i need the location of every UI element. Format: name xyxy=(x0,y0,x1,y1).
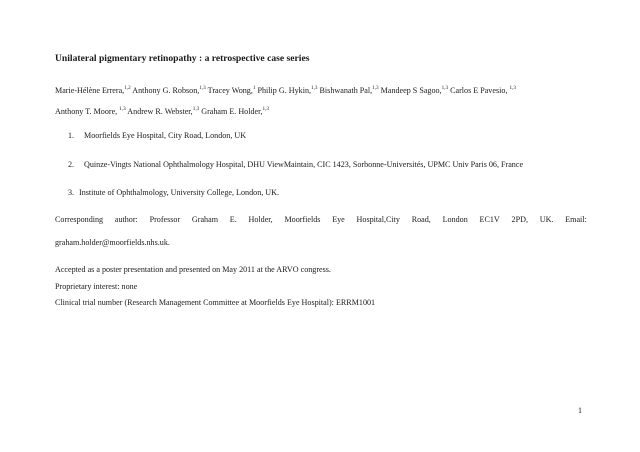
author-affiliation-marker: 1,3 xyxy=(372,85,379,91)
author-name: Andrew R. Webster, xyxy=(127,107,193,116)
clinical-trial-number: Clinical trial number (Research Management Committee at Moorfields Eye Hospital): ERRM1001 xyxy=(55,298,376,307)
proprietary-interest: Proprietary interest: none xyxy=(55,282,138,291)
affiliation-text: Moorfields Eye Hospital, City Road, London, UK xyxy=(84,131,247,140)
author-name: Carlos E Pavesio, xyxy=(450,86,508,95)
author-affiliation-marker: 1 xyxy=(252,85,256,91)
author-name: Philip G. Hykin, xyxy=(257,86,312,95)
author-name: Graham E. Holder, xyxy=(201,107,263,116)
author-affiliation-marker: 1,3 xyxy=(199,85,206,91)
paper-title: Unilateral pigmentary retinopathy : a retrospective case series xyxy=(55,53,310,64)
author-name: Anthony G. Robson, xyxy=(132,86,200,95)
affiliation-text: Quinze-Vingts National Ophthalmology Hospital, DHU ViewMaintain, CIC 1423, Sorbonne-Universités, UPMC Univ Paris 06, France xyxy=(84,160,524,169)
author-name: Tracey Wong, xyxy=(207,86,253,95)
author-affiliation-marker: 1,3 xyxy=(192,106,200,112)
corresponding-email: graham.holder@moorfields.nhs.uk. xyxy=(55,238,170,247)
author-line-2 xyxy=(55,107,269,116)
author-affiliation-marker: 1,3 xyxy=(262,106,269,112)
page-number: 1 xyxy=(578,406,582,415)
author-affiliation-marker: 1,3 xyxy=(311,85,318,91)
affiliation-number: 3. xyxy=(68,188,75,197)
author-affiliation-marker: 1,2 xyxy=(124,85,131,91)
affiliation-number: 1. xyxy=(68,131,75,140)
author-name: Mandeep S Sagoo, xyxy=(380,86,442,95)
author-line-1 xyxy=(55,86,516,95)
author-affiliation-marker: 1,3 xyxy=(119,106,126,112)
presentation-note: Accepted as a poster presentation and presented on May 2011 at the ARVO congress. xyxy=(55,265,331,274)
corresponding-author: Corresponding author: Professor Graham E. Holder, Moorfields Eye Hospital,City Road, London EC1V 2PD, UK. Email: xyxy=(55,215,587,224)
affiliation-number: 2. xyxy=(68,160,75,169)
affiliation-text: Institute of Ophthalmology, University College, London, UK. xyxy=(79,188,279,197)
author-affiliation-marker: 1,3 xyxy=(441,85,449,91)
author-name: Anthony T. Moore, xyxy=(55,107,118,116)
author-affiliation-marker: 1,3 xyxy=(509,85,516,91)
author-name: Marie-Hélène Errera, xyxy=(55,86,125,95)
author-name: Bishwanath Pal, xyxy=(319,86,373,95)
